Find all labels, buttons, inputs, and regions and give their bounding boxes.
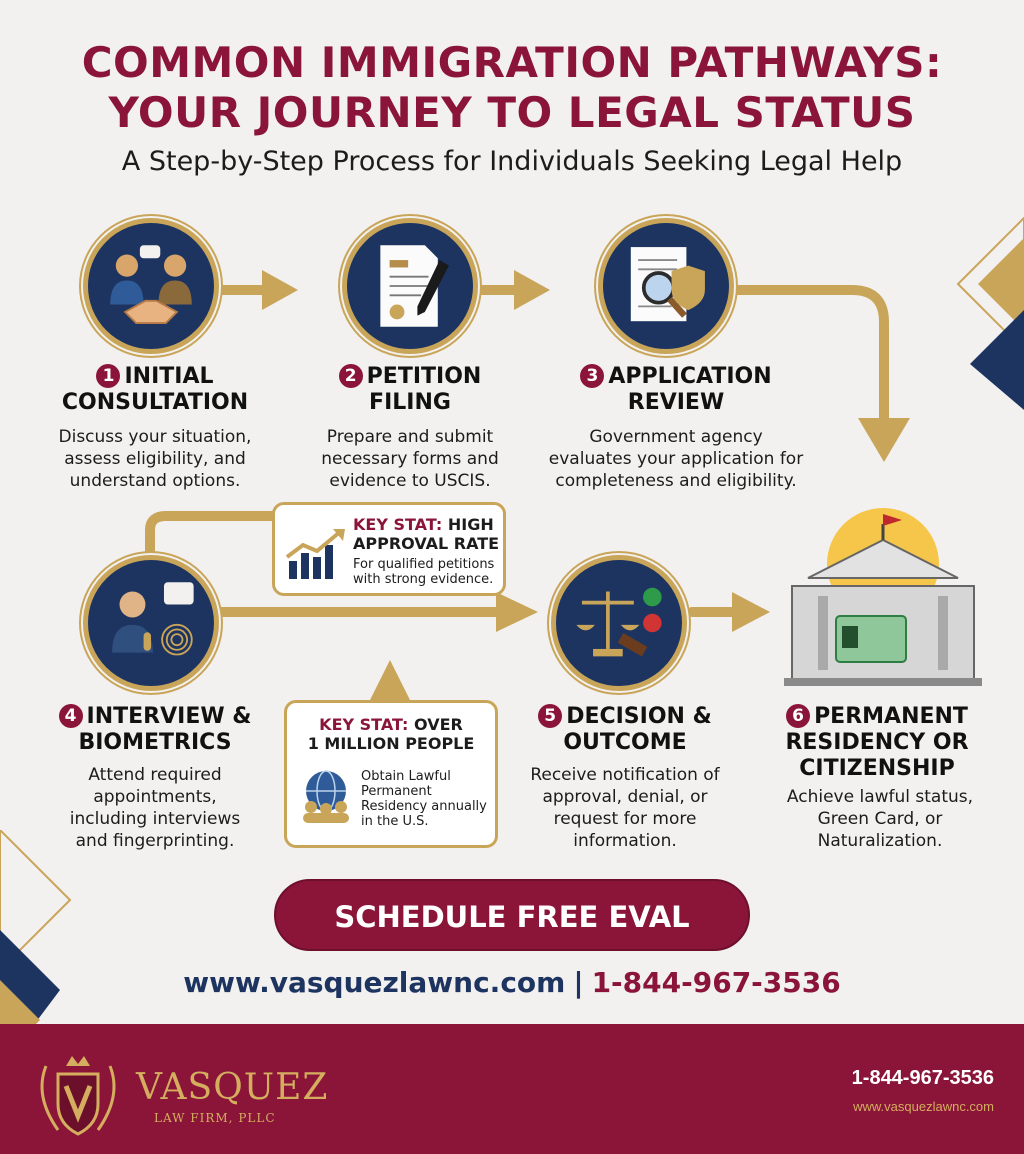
brand-subtitle: LAW FIRM, PLLC: [154, 1111, 276, 1125]
key-stat-label: KEY STAT:: [319, 715, 409, 734]
step-2-desc-line: evidence to USCIS.: [329, 471, 491, 491]
step-2-icon: [342, 218, 478, 354]
phone-link[interactable]: 1-844-967-3536: [591, 966, 841, 999]
key-stat-title-rest: HIGH: [447, 515, 494, 534]
step-4-desc-line: Attend required: [88, 765, 222, 785]
step-3-title-line1: APPLICATION: [608, 364, 772, 389]
step-2-title-line2: FILING: [369, 390, 451, 415]
step-2-number: 2: [339, 364, 363, 388]
step-5-heading: [510, 704, 740, 756]
step-4-description: [40, 764, 270, 852]
step-4-desc-line: and fingerprinting.: [75, 831, 235, 851]
key-stat-desc-line: Obtain Lawful: [361, 769, 451, 784]
magnifier-shield-icon: [603, 223, 729, 349]
step-6-heading: [752, 704, 1002, 782]
step-6-desc-line: Naturalization.: [817, 831, 943, 851]
corner-decoration-left: [0, 830, 90, 1030]
step-6-number: 6: [786, 704, 810, 728]
key-stat-label: KEY STAT:: [353, 515, 443, 534]
step-1-title-line2: CONSULTATION: [61, 390, 249, 415]
footer-phone[interactable]: 1-844-967-3536: [851, 1067, 994, 1089]
step-5-icon: [551, 555, 687, 691]
contact-separator: |: [573, 966, 584, 999]
step-1-number: 1: [96, 364, 120, 388]
key-stat-approval-box: [272, 502, 506, 596]
document-pen-icon: [347, 223, 473, 349]
footer-bar: [0, 1024, 1024, 1154]
key-stat-million-description: [361, 769, 497, 829]
scales-gavel-icon: [556, 560, 682, 686]
step-3-title-line2: REVIEW: [627, 390, 725, 415]
step-3-description: [526, 426, 826, 492]
step-1-desc-line: Discuss your situation,: [58, 427, 252, 447]
step-3-desc-line: completeness and eligibility.: [555, 471, 797, 491]
step-6-title-line2: RESIDENCY OR: [785, 730, 969, 755]
page-subtitle: A Step-by-Step Process for Individuals Seeking Legal Help: [121, 146, 903, 177]
key-stat-desc-line: Permanent: [361, 784, 432, 799]
step-2-title-line1: PETITION: [366, 364, 482, 389]
crest-laurel-logo-icon: [28, 1046, 128, 1142]
step-2-desc-line: necessary forms and: [321, 449, 499, 469]
page-title-line2: YOUR JOURNEY TO LEGAL STATUS: [108, 88, 916, 137]
schedule-free-eval-button[interactable]: SCHEDULE FREE EVAL: [274, 879, 750, 951]
step-3-number: 3: [580, 364, 604, 388]
step-3-desc-line: evaluates your application for: [548, 449, 804, 469]
step-5-desc-line: information.: [573, 831, 677, 851]
step-2-heading: [300, 364, 520, 416]
step-6-desc-line: Achieve lawful status,: [786, 787, 974, 807]
step-4-title-line1: INTERVIEW &: [86, 704, 252, 729]
step-6-title-line1: PERMANENT: [814, 704, 968, 729]
key-stat-approval-title: [353, 515, 503, 553]
footer-website[interactable]: www.vasquezlawnc.com: [853, 1099, 994, 1114]
step-5-title-line1: DECISION &: [566, 704, 712, 729]
step-6-description: [760, 786, 1000, 852]
key-stat-title-rest: OVER: [414, 715, 463, 734]
step-3-heading: [536, 364, 816, 416]
key-stat-title-line2: APPROVAL RATE: [353, 534, 500, 553]
step-1-icon: [83, 218, 219, 354]
key-stat-desc-line: with strong evidence.: [353, 572, 494, 587]
step-5-desc-line: approval, denial, or: [542, 787, 708, 807]
step-3-desc-line: Government agency: [589, 427, 763, 447]
step-5-description: [505, 764, 745, 852]
step-2-description: [300, 426, 520, 492]
interview-fingerprint-icon: [88, 560, 214, 686]
globe-people-icon: [297, 767, 355, 825]
handshake-consultation-icon: [88, 223, 214, 349]
step-6-title-line3: CITIZENSHIP: [799, 756, 955, 781]
rising-bar-chart-icon: [283, 527, 349, 583]
step-5-desc-line: Receive notification of: [530, 765, 720, 785]
page-title-line1: COMMON IMMIGRATION PATHWAYS:: [81, 38, 943, 87]
key-stat-desc-line: in the U.S.: [361, 814, 429, 829]
step-3-icon: [598, 218, 734, 354]
key-stat-million-box: [284, 700, 498, 848]
brand-name: VASQUEZ: [136, 1067, 329, 1108]
step-5-number: 5: [538, 704, 562, 728]
step-1-desc-line: assess eligibility, and: [64, 449, 246, 469]
step-4-heading: [40, 704, 270, 756]
step-4-icon: [83, 555, 219, 691]
key-stat-desc-line: For qualified petitions: [353, 557, 495, 572]
step-5-title-line2: OUTCOME: [563, 730, 687, 755]
key-stat-desc-line: Residency annually: [361, 799, 487, 814]
step-1-heading: [40, 364, 270, 416]
step-4-desc-line: appointments,: [93, 787, 217, 807]
step-1-description: [40, 426, 270, 492]
website-link[interactable]: www.vasquezlawnc.com: [183, 966, 566, 999]
step-4-number: 4: [59, 704, 83, 728]
step-6-illustration: [778, 488, 988, 690]
step-1-title-line1: INITIAL: [124, 364, 214, 389]
step-1-desc-line: understand options.: [69, 471, 241, 491]
key-stat-title-line2: 1 MILLION PEOPLE: [307, 734, 475, 753]
step-5-desc-line: request for more: [553, 809, 697, 829]
step-4-title-line2: BIOMETRICS: [78, 730, 232, 755]
key-stat-approval-description: [353, 557, 505, 587]
step-4-desc-line: including interviews: [69, 809, 241, 829]
step-2-desc-line: Prepare and submit: [326, 427, 494, 447]
step-6-desc-line: Green Card, or: [817, 809, 943, 829]
contact-line: [0, 966, 1024, 999]
key-stat-million-title: [287, 715, 495, 753]
